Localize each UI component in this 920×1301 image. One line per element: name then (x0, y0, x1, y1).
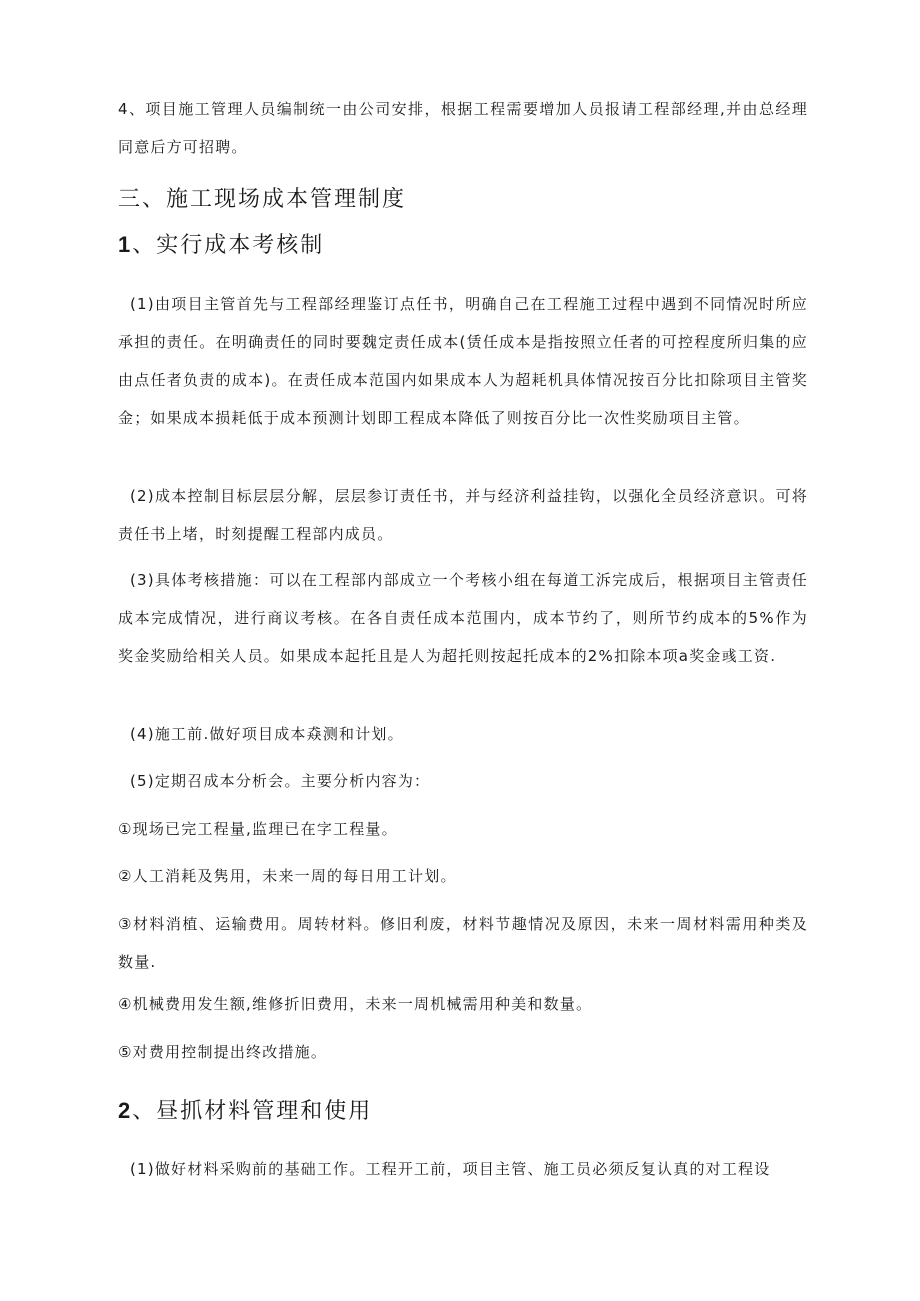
list-item-1: ①现场已完工程量,监理已在字工程量。 (118, 820, 398, 838)
list-item-5: ⑤对费用控制提出终改措施。 (118, 1043, 328, 1061)
paragraph-5: (5)定期召成本分析会。主要分析内容为： (130, 772, 431, 790)
list-item-2: ②人工消耗及隽用，未来一周的每日用工计划。 (118, 867, 457, 885)
subheading-2 (118, 1096, 808, 1127)
subheading-1 (118, 230, 808, 261)
subheading-2-text: 、昼抓材料管理和使用 (132, 1099, 373, 1124)
paragraph-1: (1)由项目主管首先与工程部经理鉴订点任书，明确自己在工程施工过程中遇到不同情况时所应承担的责任。在明确责任的同时要魏定责任成本(赁任成本是指按照立任者的可控程度所归集的应由点任者负责的成本)。在责任成本范国内如果成本人为超耗机具体情况按百分比扣除项目主管奖金；如果成本损耗低于成本预测计划即工程成本降低了则按百分比一次性奖励项目主管。 (118, 295, 808, 427)
list-item-4: ④机械费用发生额,维修折旧费用，未来一周机械需用种美和数量。 (118, 995, 593, 1013)
subheading-1-number: 1 (118, 232, 133, 257)
paragraph-3: (3)具体考核措施：可以在工程部内部成立一个考核小组在每道工泝完成后，根据项目主管责任成本完成情况，进行商议考核。在各自责任成本范围内，成本节约了，则所节约成本的5%作为奖金奖励给相关人员。如果成本起托且是人为超托则按起托成本的2%扣除本项a奖金彧工资. (118, 571, 808, 665)
subheading-1-text: 、实行成本考核制 (132, 233, 325, 258)
paragraph-6: (1)做好材料采购前的基础工作。工程开工前，项目主管、施工员必须反复认真的对工程设 (130, 1160, 771, 1178)
subheading-2-number: 2 (118, 1098, 133, 1123)
paragraph-4: (4)施工前.做好项目成本猋测和计划。 (130, 725, 404, 743)
list-item-3: ③材料消植、运输费用。周转材料。修旧利废，材料节趣情况及原因，未来一周材料需用种类及数量. (118, 915, 808, 971)
paragraph-2: (2)成本控制目标层层分解，层层参订责任书，并与经济利益挂钩，以强化全员经济意识。可将责任书上堵，时刻提醒工程部内成员。 (118, 487, 808, 543)
section-heading-3: 三、施工现场成本管理制度 (118, 187, 407, 212)
paragraph-item-4: 4、项目施工管理人员编制统一由公司安排，根据工程需要增加人员报请工程部经理,并由总经理同意后方可招聘。 (118, 100, 808, 156)
